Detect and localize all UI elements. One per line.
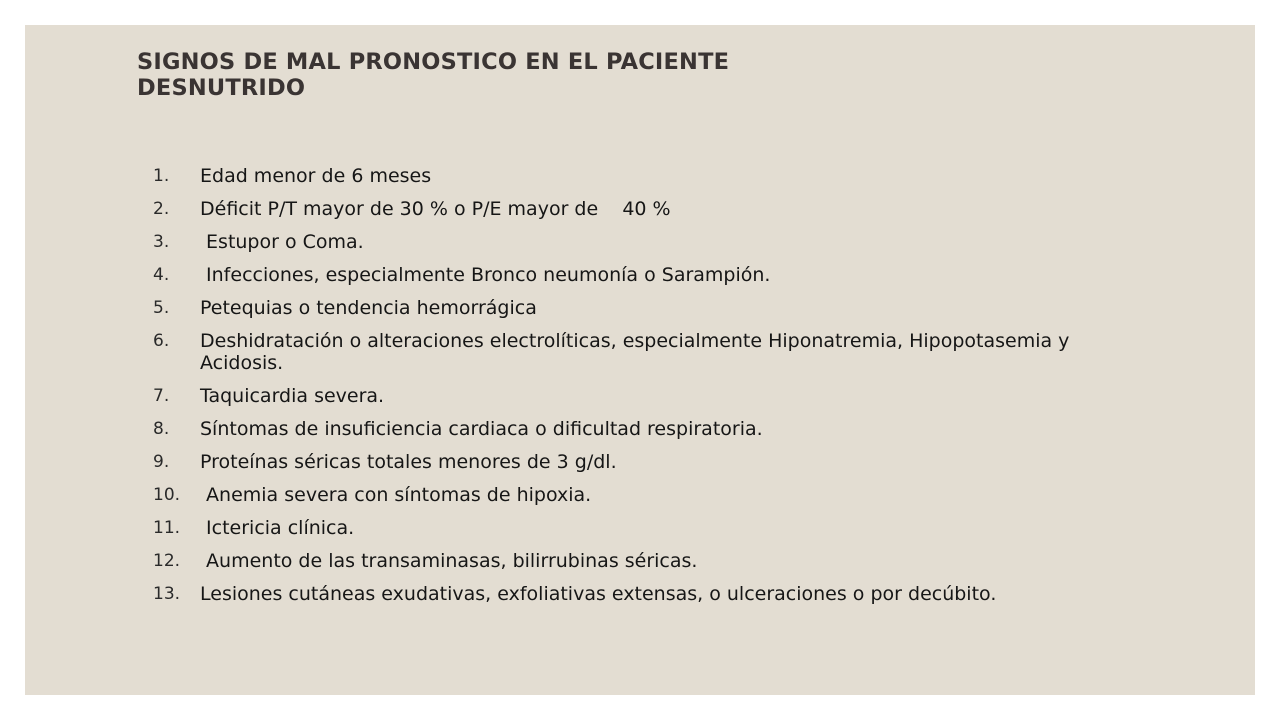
list-item-number: 6. <box>153 331 170 351</box>
list-item-1 <box>153 165 1073 187</box>
list-item-number: 9. <box>153 452 170 472</box>
list-item-number: 4. <box>153 265 170 285</box>
list-item-number: 8. <box>153 419 170 439</box>
list-item-6 <box>153 330 1073 374</box>
list-item-number: 3. <box>153 232 170 252</box>
list-item-text: Edad menor de 6 meses <box>200 165 432 187</box>
list-item-text: Petequias o tendencia hemorrágica <box>200 297 537 319</box>
list-item-text: Síntomas de insuficiencia cardiaca o dificultad respiratoria. <box>200 418 763 440</box>
list-item-11 <box>153 517 1073 539</box>
list-item-7 <box>153 385 1073 407</box>
list-item-number: 12. <box>153 551 181 571</box>
list-item-number: 11. <box>153 518 181 538</box>
list-item-5 <box>153 297 1073 319</box>
list-item-10 <box>153 484 1073 506</box>
list-item-text: Estupor o Coma. <box>200 231 364 253</box>
slide-title-line-1: SIGNOS DE MAL PRONOSTICO EN EL PACIENTE <box>137 49 730 75</box>
slide-title <box>137 49 1037 101</box>
list-item-text: Aumento de las transaminasas, bilirrubinas séricas. <box>200 550 698 572</box>
list-item-text: Déficit P/T mayor de 30 % o P/E mayor de 40 % <box>200 198 671 220</box>
list-item-text: Infecciones, especialmente Bronco neumonía o Sarampión. <box>200 264 771 286</box>
list-item-number: 7. <box>153 386 170 406</box>
list-item-text: Lesiones cutáneas exudativas, exfoliativas extensas, o ulceraciones o por decúbito. <box>200 583 997 605</box>
list-item-text: Proteínas séricas totales menores de 3 g/dl. <box>200 451 617 473</box>
list-item-number: 10. <box>153 485 181 505</box>
list-item-number: 2. <box>153 199 170 219</box>
signs-list <box>153 165 1073 616</box>
list-item-text: Ictericia clínica. <box>200 517 355 539</box>
list-item-8 <box>153 418 1073 440</box>
slide-title-line-2: DESNUTRIDO <box>137 75 306 101</box>
list-item-9 <box>153 451 1073 473</box>
list-item-2 <box>153 198 1073 220</box>
list-item-3 <box>153 231 1073 253</box>
list-item-text: Taquicardia severa. <box>200 385 385 407</box>
list-item-number: 1. <box>153 166 170 186</box>
list-item-text: Deshidratación o alteraciones electrolíticas, especialmente Hiponatremia, Hipopotasemia y Acidosis. <box>200 330 1070 374</box>
list-item-number: 5. <box>153 298 170 318</box>
list-item-13 <box>153 583 1073 605</box>
list-item-4 <box>153 264 1073 286</box>
list-item-number: 13. <box>153 584 181 604</box>
slide <box>25 25 1255 695</box>
list-item-text: Anemia severa con síntomas de hipoxia. <box>200 484 592 506</box>
list-item-12 <box>153 550 1073 572</box>
